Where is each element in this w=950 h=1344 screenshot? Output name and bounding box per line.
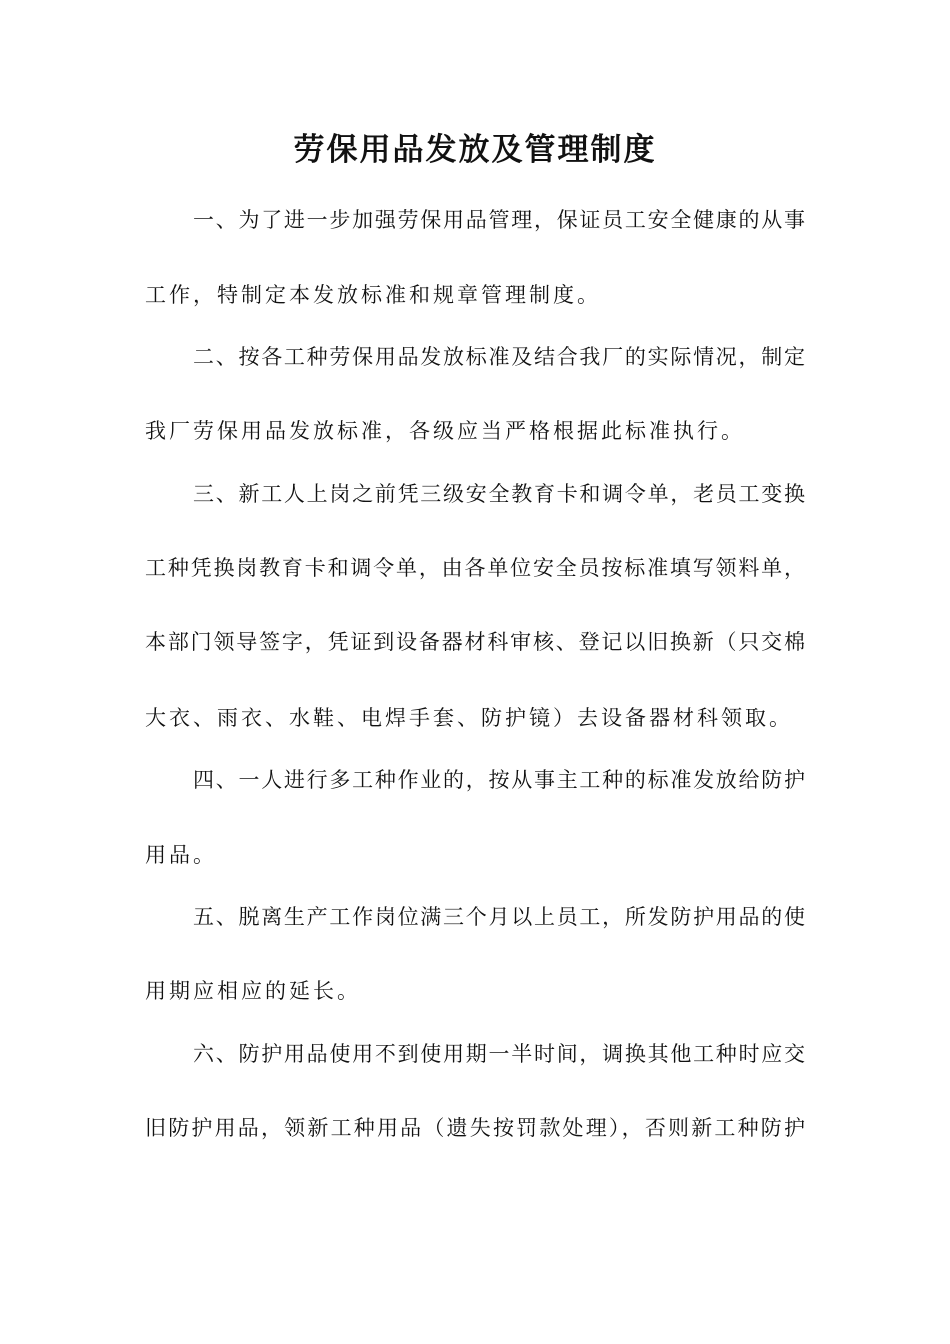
document-title: 劳保用品发放及管理制度 [293, 132, 657, 168]
paragraph-4-line-2: 用品。 [145, 843, 217, 867]
paragraph-5-line-1: 五、脱离生产工作岗位满三个月以上员工，所发防护用品的使 [193, 905, 805, 929]
paragraph-6-line-1: 六、防护用品使用不到使用期一半时间，调换其他工种时应交 [193, 1042, 805, 1066]
paragraph-2-line-1: 二、按各工种劳保用品发放标准及结合我厂的实际情况，制定 [193, 345, 805, 369]
paragraph-3-line-1: 三、新工人上岗之前凭三级安全教育卡和调令单，老员工变换 [193, 482, 805, 506]
paragraph-3-line-4: 大衣、雨衣、水鞋、电焊手套、防护镜）去设备器材科领取。 [145, 706, 793, 730]
paragraph-3-line-3: 本部门领导签字，凭证到设备器材科审核、登记以旧换新（只交棉 [145, 630, 805, 654]
paragraph-1-line-1: 一、为了进一步加强劳保用品管理，保证员工安全健康的从事 [193, 208, 805, 232]
paragraph-2-line-2: 我厂劳保用品发放标准，各级应当严格根据此标准执行。 [145, 419, 745, 443]
paragraph-3-line-2: 工种凭换岗教育卡和调令单，由各单位安全员按标准填写领料单， [145, 556, 805, 580]
paragraph-6-line-2: 旧防护用品，领新工种用品（遗失按罚款处理），否则新工种防护 [145, 1116, 805, 1140]
paragraph-4-line-1: 四、一人进行多工种作业的，按从事主工种的标准发放给防护 [193, 768, 805, 792]
paragraph-1-line-2: 工作，特制定本发放标准和规章管理制度。 [145, 283, 601, 307]
paragraph-5-line-2: 用期应相应的延长。 [145, 979, 361, 1003]
